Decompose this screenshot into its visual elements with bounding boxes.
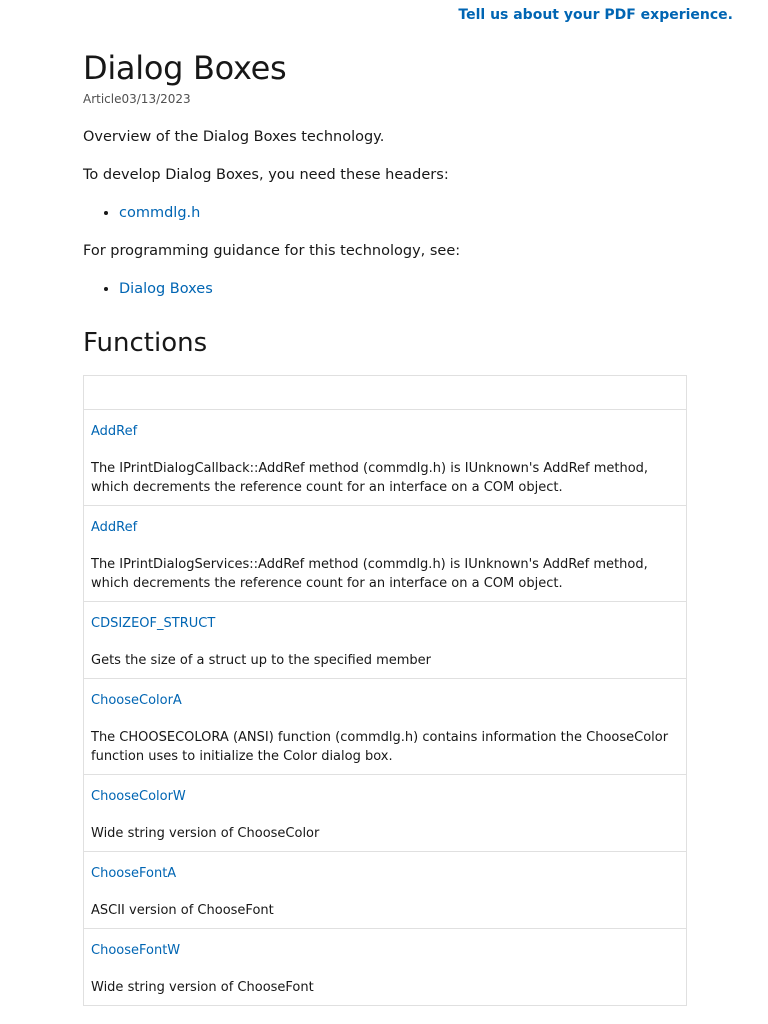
table-body xyxy=(84,410,686,1005)
function-link[interactable]: ChooseFontW xyxy=(91,943,181,958)
table-header-row xyxy=(84,376,686,410)
table-row xyxy=(84,774,686,851)
function-link[interactable]: ChooseFontA xyxy=(91,866,177,881)
function-description: The IPrintDialogServices::AddRef method (commdlg.h) is IUnknown's AddRef method, which decrements the reference count for an interface on a COM object. xyxy=(91,557,648,591)
guidance-list xyxy=(83,279,687,299)
function-description: Wide string version of ChooseColor xyxy=(91,826,320,841)
function-link[interactable]: ChooseColorW xyxy=(91,789,186,804)
function-link[interactable]: CDSIZEOF_STRUCT xyxy=(91,616,216,631)
function-description: The CHOOSECOLORA (ANSI) function (commdlg.h) contains information the ChooseColor function uses to initialize the Color dialog box. xyxy=(91,730,669,764)
page-title: Dialog Boxes xyxy=(83,49,287,87)
table-row xyxy=(84,928,686,1005)
pdf-feedback-link[interactable]: Tell us about your PDF experience. xyxy=(458,7,733,23)
function-description: The IPrintDialogCallback::AddRef method (commdlg.h) is IUnknown's AddRef method, which decrements the reference count for an interface on a COM object. xyxy=(91,461,649,495)
table-row xyxy=(84,410,686,505)
functions-table xyxy=(83,375,687,1006)
headers-intro-text: To develop Dialog Boxes, you need these headers: xyxy=(83,167,449,183)
article-content xyxy=(83,47,687,1006)
header-link-commdlg[interactable]: commdlg.h xyxy=(119,205,201,221)
guidance-link-dialog-boxes[interactable]: Dialog Boxes xyxy=(119,281,213,297)
function-description: Wide string version of ChooseFont xyxy=(91,980,314,995)
list-item xyxy=(119,279,687,299)
article-meta: Article03/13/2023 xyxy=(83,92,191,106)
guidance-intro-text: For programming guidance for this technology, see: xyxy=(83,243,461,259)
overview-text: Overview of the Dialog Boxes technology. xyxy=(83,129,385,145)
headers-list xyxy=(83,203,687,223)
functions-heading: Functions xyxy=(83,328,208,358)
function-link[interactable]: AddRef xyxy=(91,520,138,535)
function-link[interactable]: AddRef xyxy=(91,424,138,439)
table-row xyxy=(84,601,686,678)
table-row xyxy=(84,678,686,774)
function-description: Gets the size of a struct up to the specified member xyxy=(91,653,432,668)
table-row xyxy=(84,851,686,928)
function-link[interactable]: ChooseColorA xyxy=(91,693,182,708)
function-description: ASCII version of ChooseFont xyxy=(91,903,274,918)
table-row xyxy=(84,505,686,601)
list-item xyxy=(119,203,687,223)
